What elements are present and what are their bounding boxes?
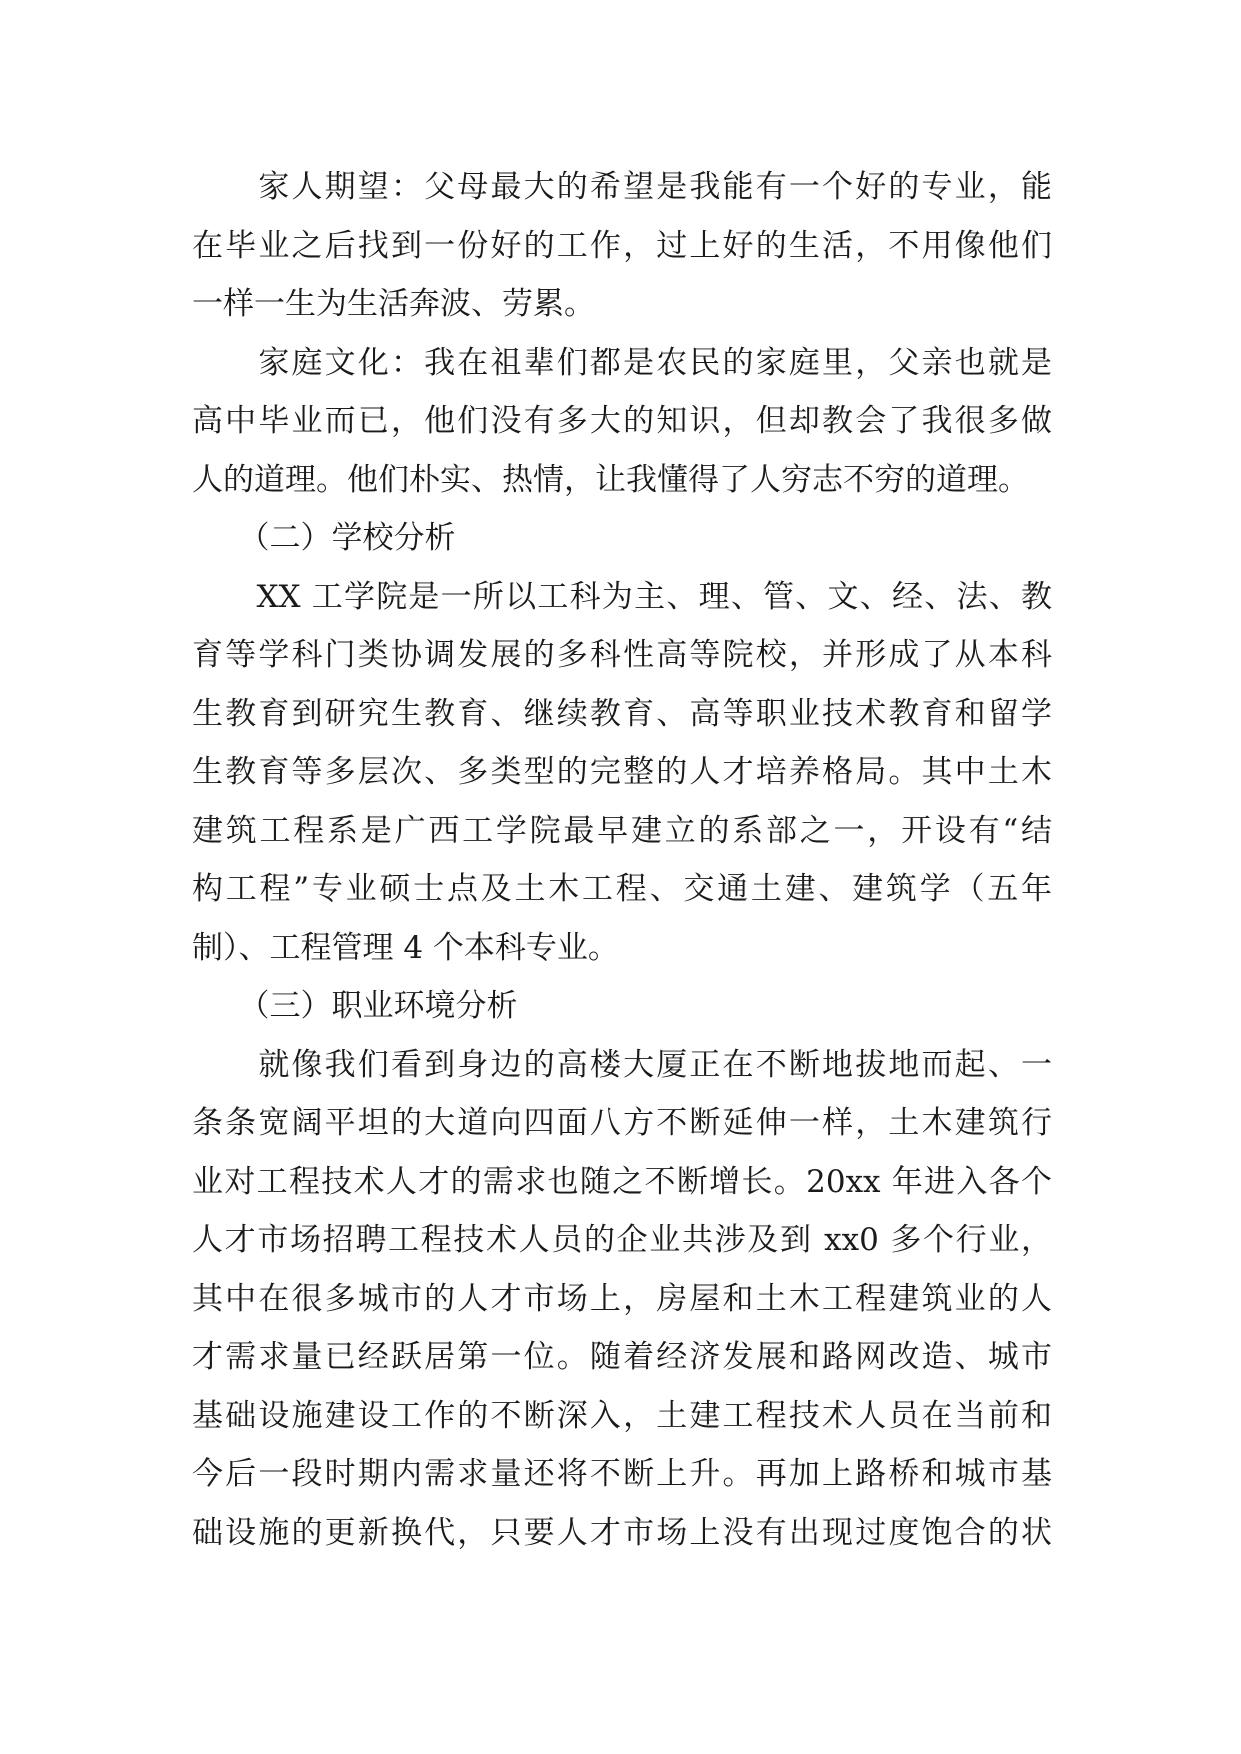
text-line: 其中在很多城市的人才市场上，房屋和土木工程建筑业的人 bbox=[192, 1280, 1052, 1317]
text-line: 制）、工程管理 4 个本科专业。 bbox=[192, 929, 619, 966]
text-line: 今后一段时期内需求量还将不断上升。再加上路桥和城市基 bbox=[192, 1456, 1052, 1492]
text-line: 业对工程技术人才的需求也随之不断增长。20xx 年进入各个 bbox=[192, 1163, 1052, 1200]
text-line: XX 工学院是一所以工科为主、理、管、文、经、法、教 bbox=[192, 578, 1052, 615]
text-line: 构工程”专业硕士点及土木工程、交通土建、建筑学（五年 bbox=[192, 871, 1052, 907]
text-line: 就像我们看到身边的高楼大厦正在不断地拔地而起、一 bbox=[192, 1046, 1052, 1083]
text-line: 在毕业之后找到一份好的工作，过上好的生活，不用像他们 bbox=[192, 227, 1052, 264]
text-line: 才需求量已经跃居第一位。随着经济发展和路网改造、城市 bbox=[192, 1339, 1052, 1375]
section-heading: （三）职业环境分析 bbox=[192, 988, 518, 1024]
text-line: 家庭文化：我在祖辈们都是农民的家庭里，父亲也就是 bbox=[192, 344, 1052, 381]
text-line: 生教育到研究生教育、继续教育、高等职业技术教育和留学 bbox=[192, 695, 1052, 732]
text-line: 建筑工程系是广西工学院最早建立的系部之一，开设有“结 bbox=[192, 812, 1052, 849]
text-line: 人才市场招聘工程技术人员的企业共涉及到 xx0 多个行业， bbox=[192, 1222, 1052, 1258]
text-line: 一样一生为生活奔波、劳累。 bbox=[192, 286, 595, 322]
section-heading: （二）学校分析 bbox=[192, 520, 456, 556]
text-line: 基础设施建设工作的不断深入，土建工程技术人员在当前和 bbox=[192, 1397, 1052, 1434]
text-line: 育等学科门类协调发展的多科性高等院校，并形成了从本科 bbox=[192, 637, 1052, 673]
text-line: 高中毕业而已，他们没有多大的知识，但却教会了我很多做 bbox=[192, 403, 1052, 439]
text-line: 础设施的更新换代，只要人才市场上没有出现过度饱合的状 bbox=[192, 1514, 1052, 1551]
text-line: 家人期望：父母最大的希望是我能有一个好的专业，能 bbox=[192, 169, 1052, 205]
text-line: 人的道理。他们朴实、热情，让我懂得了人穷志不穷的道理。 bbox=[192, 461, 1029, 498]
text-line: 生教育等多层次、多类型的完整的人才培养格局。其中土木 bbox=[192, 754, 1052, 790]
body-text bbox=[192, 158, 1052, 1562]
text-line: 条条宽阔平坦的大道向四面八方不断延伸一样，土木建筑行 bbox=[192, 1105, 1052, 1141]
